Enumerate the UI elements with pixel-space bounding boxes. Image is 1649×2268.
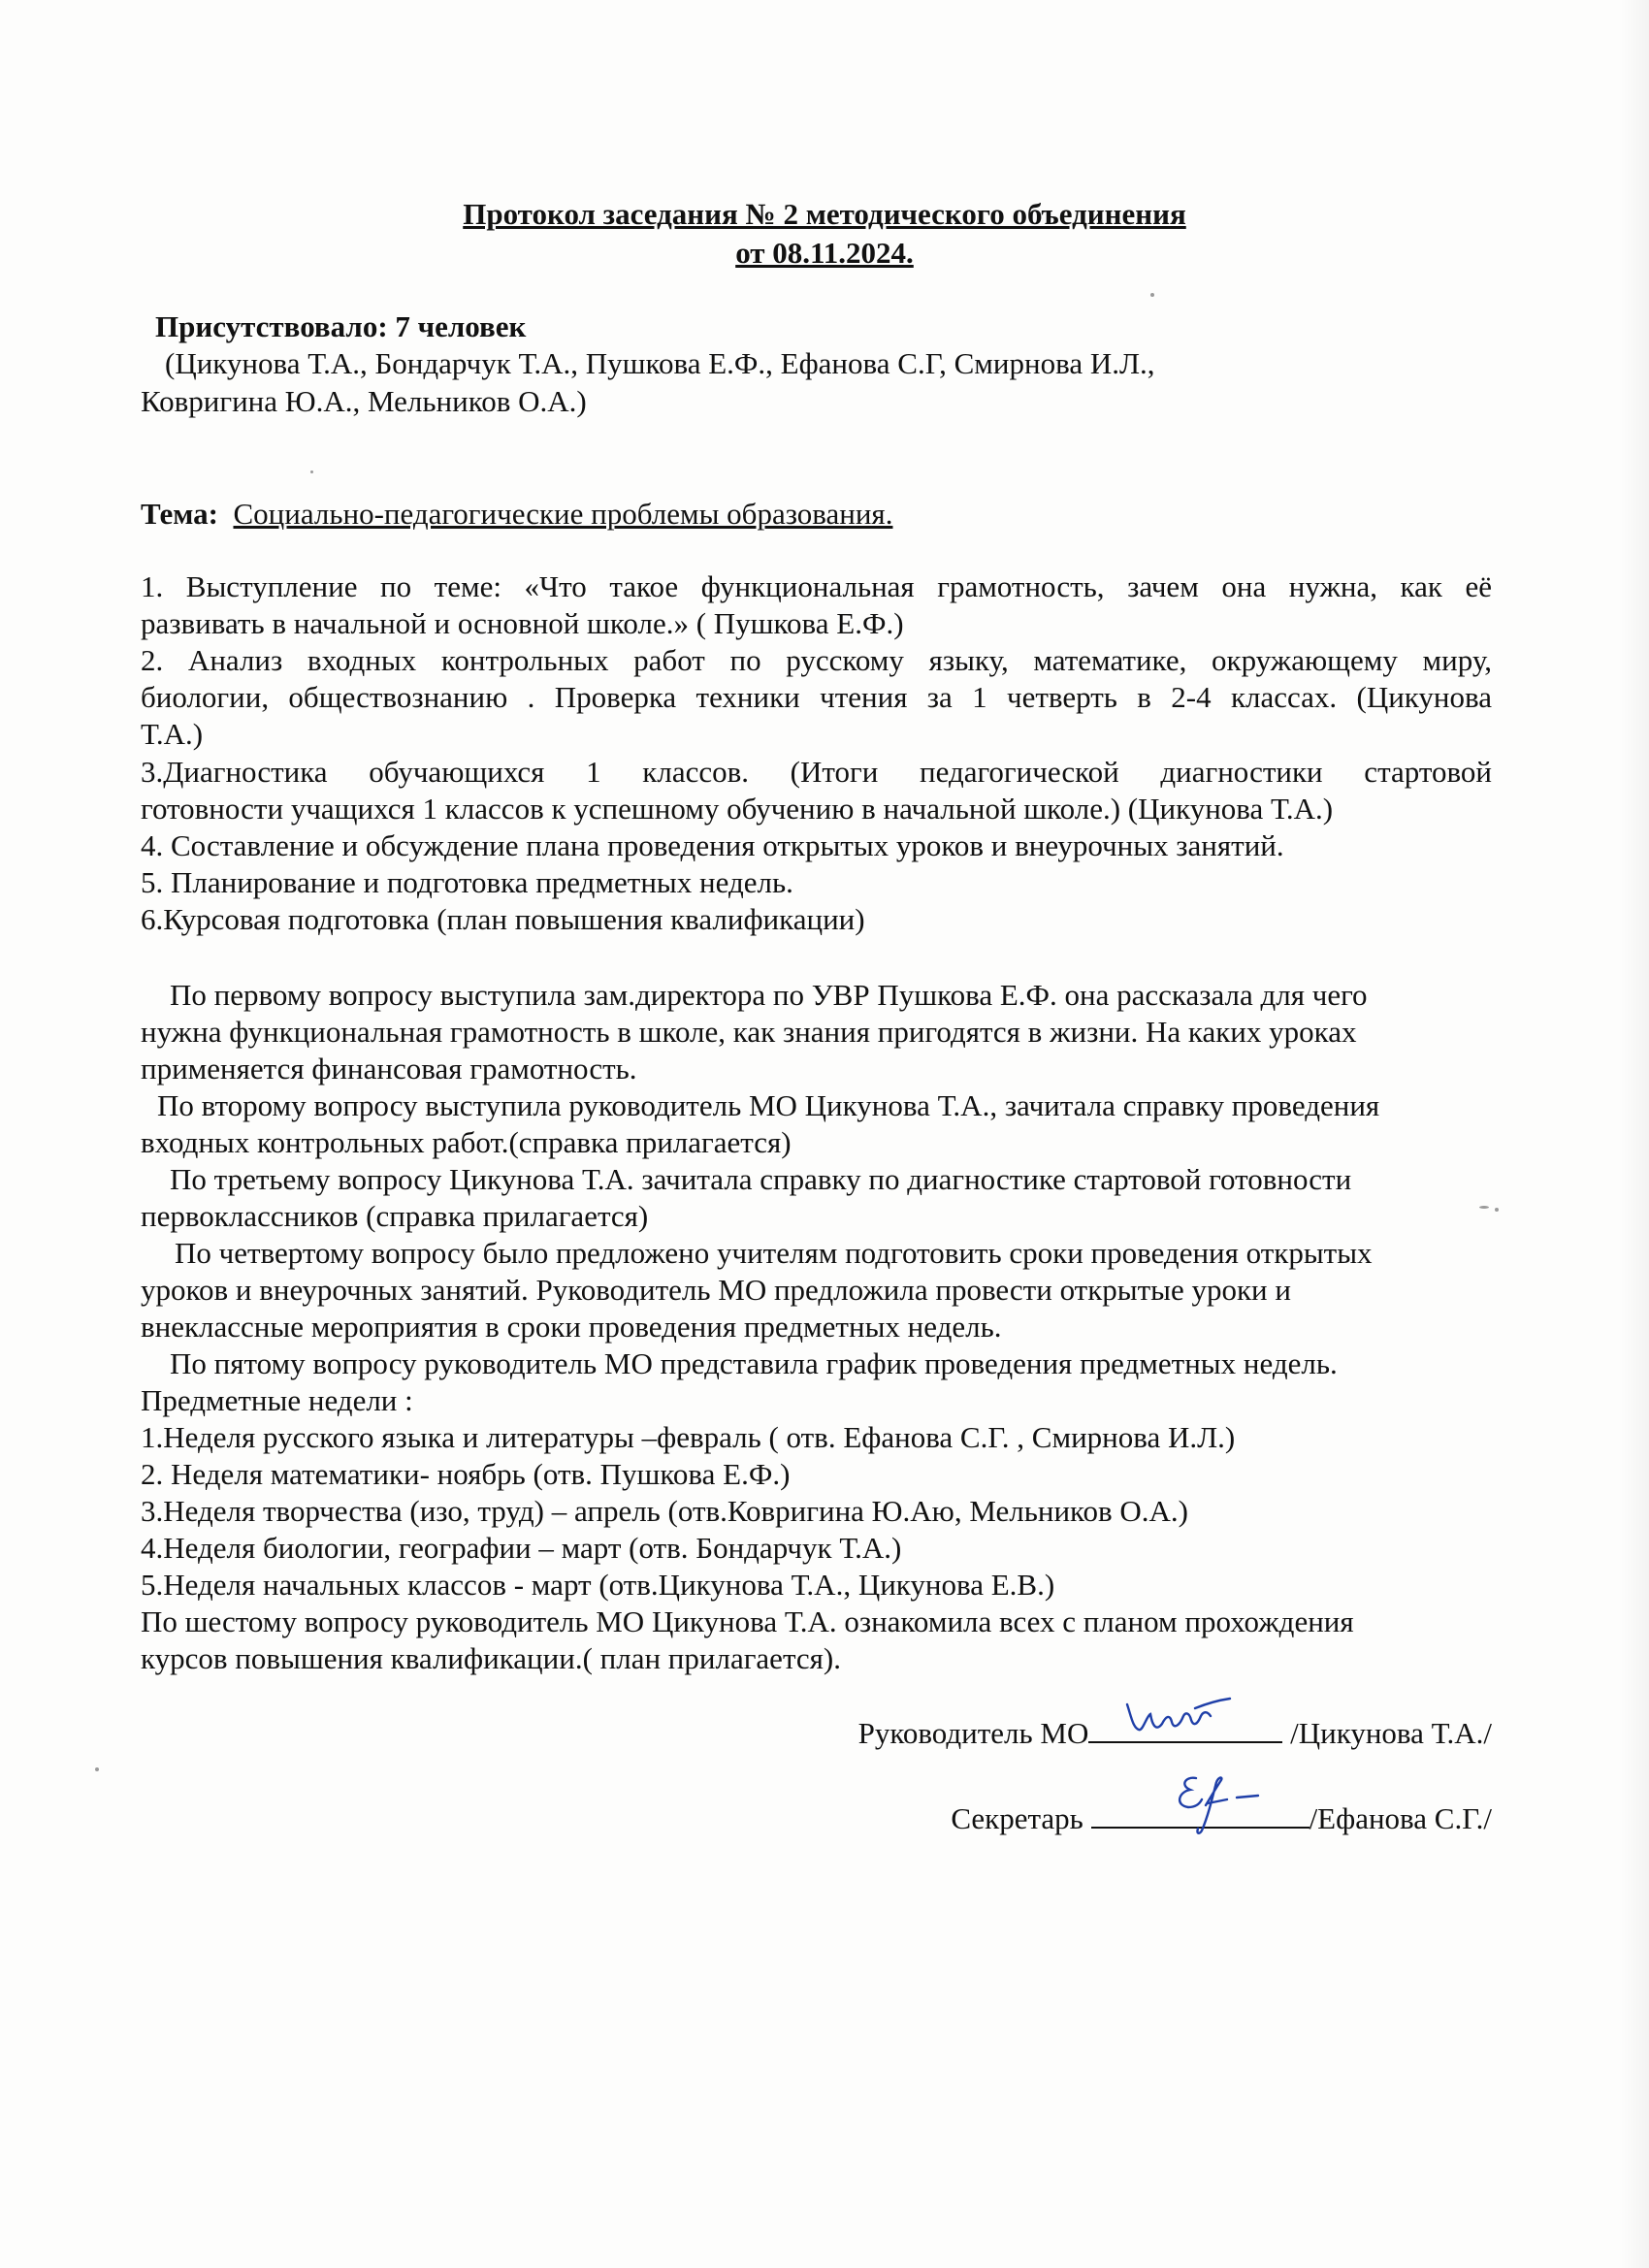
secretary-signature-stroke bbox=[1180, 1778, 1258, 1833]
discussion-p3-line2: первоклассников (справка прилагается) bbox=[141, 1199, 649, 1233]
scan-speck bbox=[310, 470, 313, 473]
discussion-p4-line1: По четвертому вопросу было предложено учителям подготовить сроки проведения открытых bbox=[175, 1236, 1373, 1270]
discussion-p2-line1: По второму вопросу выступила руководитель МО Цикунова Т.А., зачитала справку проведения bbox=[157, 1088, 1380, 1122]
attendance-names-line2: Ковригина Ю.А., Мельников О.А.) bbox=[141, 384, 587, 418]
secretary-signature-line bbox=[1091, 1801, 1310, 1829]
head-signature-line bbox=[1088, 1716, 1282, 1743]
discussion-p6-line2: курсов повышения квалификации.( план прилагается). bbox=[141, 1641, 841, 1675]
subject-week-3: 3.Неделя творчества (изо, труд) – апрель (отв.Ковригина Ю.Аю, Мельников О.А.) bbox=[141, 1494, 1189, 1528]
subject-weeks-label: Предметные недели : bbox=[141, 1383, 413, 1417]
topic-text: Социально-педагогические проблемы образования. bbox=[233, 497, 893, 531]
agenda-item-3-line1: 3.Диагностика обучающихся 1 классов. (Итоги педагогической диагностики стартовой bbox=[141, 755, 1492, 789]
subject-week-5: 5.Неделя начальных классов - март (отв.Цикунова Т.А., Цикунова Е.В.) bbox=[141, 1568, 1055, 1602]
scan-shadow bbox=[1620, 0, 1649, 2268]
secretary-signature-row bbox=[951, 1800, 1492, 1837]
secretary-name: /Ефанова С.Г./ bbox=[1309, 1801, 1492, 1835]
subject-week-2: 2. Неделя математики- ноябрь (отв. Пушкова Е.Ф.) bbox=[141, 1457, 791, 1491]
subject-week-1: 1.Неделя русского языка и литературы –февраль ( отв. Ефанова С.Г. , Смирнова И.Л.) bbox=[141, 1420, 1236, 1454]
discussion-p1-line1: По первому вопросу выступила зам.директора по УВР Пушкова Е.Ф. она рассказала для чего bbox=[170, 978, 1368, 1012]
agenda-item-6: 6.Курсовая подготовка (план повышения квалификации) bbox=[141, 902, 865, 936]
head-signature-stroke bbox=[1127, 1699, 1230, 1730]
discussion-p3-line1: По третьему вопросу Цикунова Т.А. зачитала справку по диагностике стартовой готовности bbox=[170, 1162, 1352, 1196]
head-label: Руководитель МО bbox=[857, 1716, 1089, 1750]
discussion-p5-line1: По пятому вопросу руководитель МО представила график проведения предметных недель. bbox=[170, 1346, 1338, 1380]
attendance-label: Присутствовало: 7 человек bbox=[155, 309, 527, 343]
discussion-p4-line3: внеклассные мероприятия в сроки проведения предметных недель. bbox=[141, 1310, 1002, 1344]
agenda-item-3-line2: готовности учащихся 1 классов к успешному обучению в начальной школе.) (Цикунова Т.А.) bbox=[141, 792, 1334, 826]
topic-line bbox=[141, 496, 892, 533]
head-signature bbox=[1088, 1687, 1282, 1745]
agenda-item-1-line1: 1. Выступление по теме: «Что такое функциональная грамотность, зачем она нужна, как её bbox=[141, 569, 1492, 603]
topic-label: Тема: bbox=[141, 497, 218, 531]
agenda-item-2-line1: 2. Анализ входных контрольных работ по русскому языку, математике, окружающему миру, bbox=[141, 643, 1492, 677]
agenda-item-4: 4. Составление и обсуждение плана проведения открытых уроков и внеурочных занятий. bbox=[141, 828, 1284, 862]
scan-speck bbox=[95, 1767, 99, 1771]
protocol-date: от 08.11.2024. bbox=[735, 236, 914, 270]
attendance-names-line1: (Цикунова Т.А., Бондарчук Т.А., Пушкова Е.Ф., Ефанова С.Г, Смирнова И.Л., bbox=[165, 346, 1155, 380]
head-signature-row bbox=[858, 1715, 1492, 1752]
agenda-item-2-line3: Т.А.) bbox=[141, 717, 204, 751]
scan-speck bbox=[1495, 1208, 1499, 1212]
subject-week-4: 4.Неделя биологии, географии – март (отв. Бондарчук Т.А.) bbox=[141, 1531, 902, 1565]
agenda-item-5: 5. Планирование и подготовка предметных недель. bbox=[141, 865, 793, 899]
secretary-signature bbox=[1091, 1761, 1310, 1838]
discussion-p4-line2: уроков и внеурочных занятий. Руководитель МО предложила провести открытые уроки и bbox=[141, 1273, 1291, 1307]
agenda-item-2-line2: биологии, обществознанию . Проверка техники чтения за 1 четверть в 2-4 классах. (Цикунова bbox=[141, 680, 1492, 714]
agenda-item-1-line2: развивать в начальной и основной школе.» ( Пушкова Е.Ф.) bbox=[141, 606, 904, 640]
scan-speck bbox=[1150, 293, 1154, 297]
discussion-p2-line2: входных контрольных работ.(справка прилагается) bbox=[141, 1125, 792, 1159]
protocol-title: Протокол заседания № 2 методического объединения bbox=[463, 197, 1186, 231]
secretary-label: Секретарь bbox=[951, 1801, 1083, 1835]
scan-speck bbox=[1479, 1206, 1489, 1209]
discussion-p6-line1: По шестому вопросу руководитель МО Цикунова Т.А. ознакомила всех с планом прохождения bbox=[141, 1604, 1354, 1638]
discussion-p1-line2: нужна функциональная грамотность в школе, как знания пригодятся в жизни. На каких уроках bbox=[141, 1015, 1357, 1049]
discussion-p1-line3: применяется финансовая грамотность. bbox=[141, 1052, 637, 1085]
head-name: /Цикунова Т.А./ bbox=[1290, 1716, 1492, 1750]
